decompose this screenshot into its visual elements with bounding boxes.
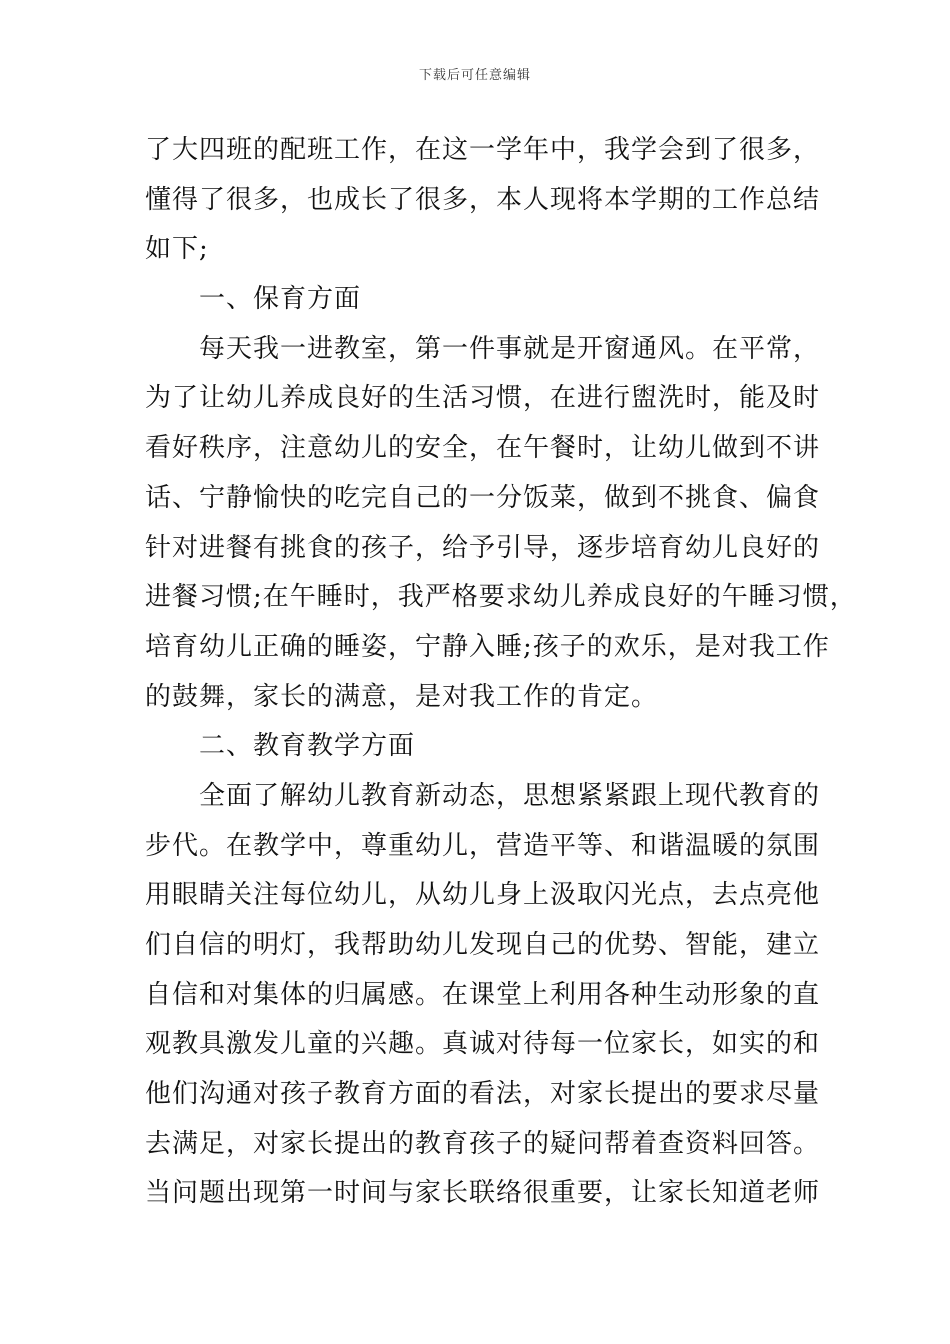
text-line: 培育幼儿正确的睡姿，宁静入睡;孩子的欢乐，是对我工作: [145, 631, 830, 662]
text-line: 进餐习惯;在午睡时，我严格要求幼儿养成良好的午睡习惯，: [145, 582, 857, 613]
page-header: 下载后可任意编辑: [418, 68, 531, 83]
text-line: 他们沟通对孩子教育方面的看法，对家长提出的要求尽量: [145, 1079, 821, 1110]
text-line: 用眼睛关注每位幼儿，从幼儿身上汲取闪光点，去点亮他: [145, 880, 821, 911]
text-line: 针对进餐有挑食的孩子，给予引导，逐步培育幼儿良好的: [145, 532, 821, 563]
document-body: [145, 126, 857, 1219]
text-line: 看好秩序，注意幼儿的安全，在午餐时，让幼儿做到不讲: [145, 433, 821, 464]
text-line: 为了让幼儿养成良好的生活习惯，在进行盥洗时，能及时: [145, 383, 821, 414]
text-line: 去满足，对家长提出的教育孩子的疑问帮着查资料回答。: [145, 1128, 821, 1159]
section-heading: 一、保育方面: [199, 284, 362, 315]
text-line: 了大四班的配班工作，在这一学年中，我学会到了很多，: [145, 135, 821, 165]
text-line: 话、宁静愉快的吃完自己的一分饭菜，做到不挑食、偏食: [145, 482, 821, 513]
text-line: 如下;: [145, 234, 209, 265]
text-line: 们自信的明灯，我帮助幼儿发现自己的优势、智能，建立: [145, 930, 821, 960]
text-line: 步代。在教学中，尊重幼儿，营造平等、和谐温暖的氛围: [145, 830, 821, 861]
text-line: 自信和对集体的归属感。在课堂上利用各种生动形象的直: [145, 979, 821, 1010]
text-line: 全面了解幼儿教育新动态，思想紧紧跟上现代教育的: [199, 780, 821, 811]
text-line: 当问题出现第一时间与家长联络很重要，让家长知道老师: [145, 1178, 821, 1209]
section-heading: 二、教育教学方面: [199, 731, 416, 762]
text-line: 每天我一进教室，第一件事就是开窗通风。在平常，: [199, 333, 821, 364]
text-line: 的鼓舞，家长的满意，是对我工作的肯定。: [145, 681, 659, 712]
text-line: 观教具激发儿童的兴趣。真诚对待每一位家长，如实的和: [145, 1029, 821, 1060]
text-line: 懂得了很多，也成长了很多，本人现将本学期的工作总结: [145, 184, 821, 215]
